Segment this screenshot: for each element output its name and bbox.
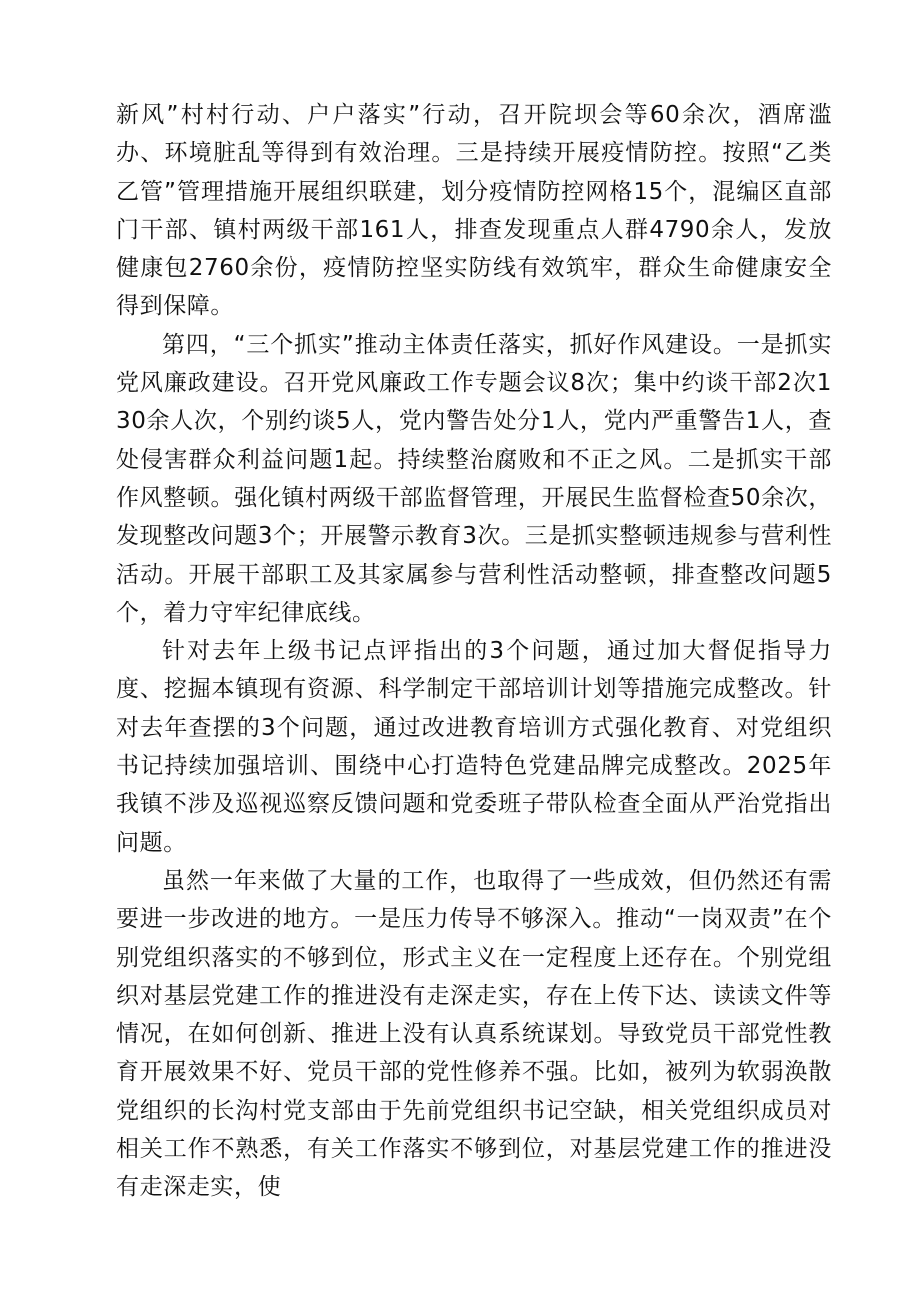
paragraph-work-style: 第四，“三个抓实”推动主体责任落实，抓好作风建设。一是抓实党风廉政建设。召开党风廉政工作专题会议8次；集中约谈干部2次130余人次，个别约谈5人，党内警告处分1人，党内严重警告1人，查处侵害群众利益问题1起。持续整治腐败和不正之风。二是抓实干部作风整顿。强化镇村两级干部监督管理，开展民生监督检查50余次，发现整改问题3个；开展警示教育3次。三是抓实整顿违规参与营利性活动。开展干部职工及其家属参与营利性活动整顿，排查整改问题5个，着力守牢纪律底线。 <box>116 331 832 626</box>
document-body <box>116 96 832 1207</box>
paragraph-shortcomings: 虽然一年来做了大量的工作，也取得了一些成效，但仍然还有需要进一步改进的地方。一是压力传导不够深入。推动“一岗双责”在个别党组织落实的不够到位，形式主义在一定程度上还存在。个别党组织对基层党建工作的推进没有走深走实，存在上传下达、读读文件等情况，在如何创新、推进上没有认真系统谋划。导致党员干部党性教育开展效果不好、党员干部的党性修养不强。比如，被列为软弱涣散党组织的长沟村党支部由于先前党组织书记空缺，相关党组织成员对相关工作不熟悉，有关工作落实不够到位，对基层党建工作的推进没有走深走实，使 <box>116 867 832 1201</box>
paragraph-continuation: 新风”村村行动、户户落实”行动，召开院坝会等60余次，酒席滥办、环境脏乱等得到有效治理。三是持续开展疫情防控。按照“乙类乙管”管理措施开展组织联建，划分疫情防控网格15个，混编区直部门干部、镇村两级干部161人，排查发现重点人群4790余人，发放健康包2760余份，疫情防控坚实防线有效筑牢，群众生命健康安全得到保障。 <box>116 102 832 320</box>
paragraph-rectification: 针对去年上级书记点评指出的3个问题，通过加大督促指导力度、挖掘本镇现有资源、科学制定干部培训计划等措施完成整改。针对去年查摆的3个问题，通过改进教育培训方式强化教育、对党组织书记持续加强培训、围绕中心打造特色党建品牌完成整改。2025年我镇不涉及巡视巡察反馈问题和党委班子带队检查全面从严治党指出问题。 <box>116 638 832 856</box>
